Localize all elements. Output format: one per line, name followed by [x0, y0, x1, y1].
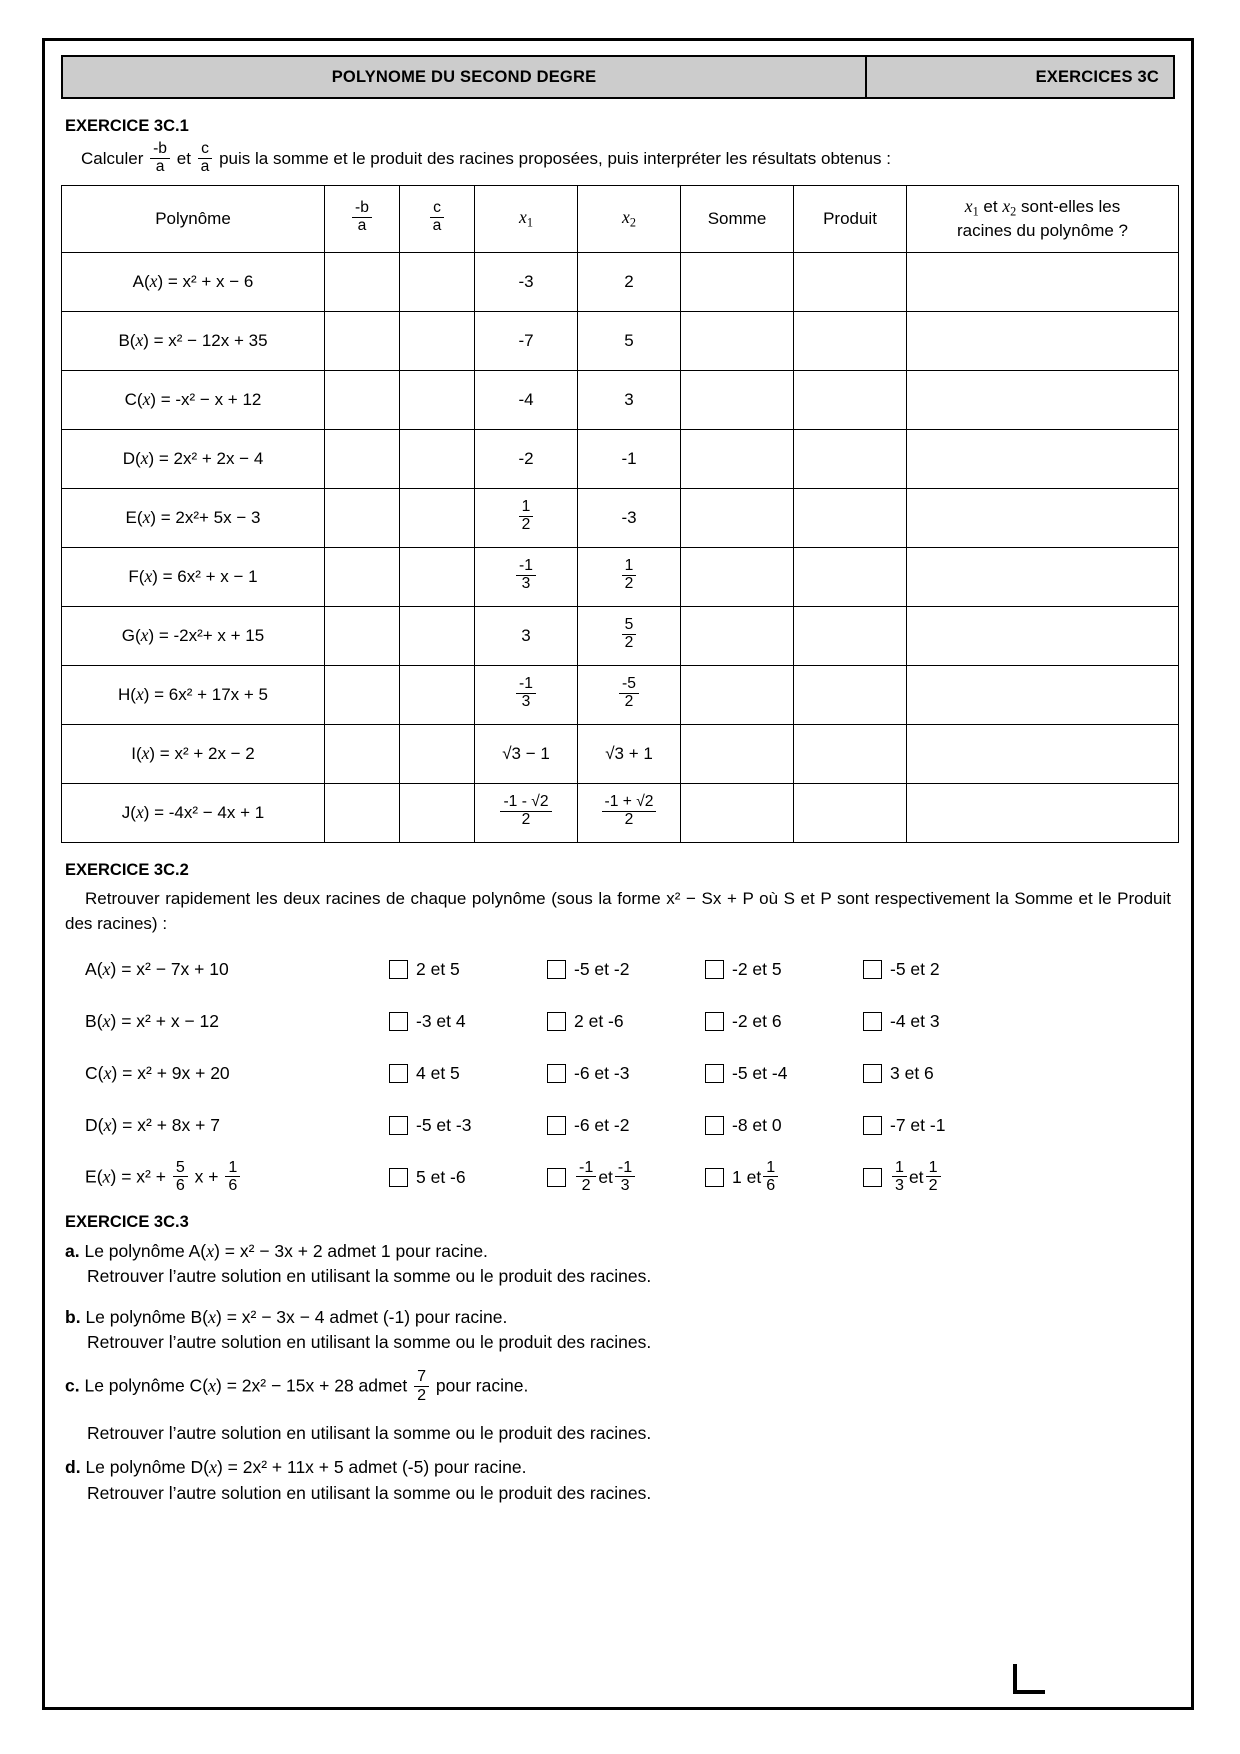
item-line-1 — [65, 1238, 1177, 1264]
fraction-numerator: 7 — [417, 1367, 427, 1386]
checkbox-icon[interactable] — [389, 960, 408, 979]
poly-name: B — [118, 331, 130, 351]
qcm-option[interactable] — [705, 1115, 863, 1136]
fraction-denominator: 3 — [892, 1176, 907, 1194]
column-header-polynome: Polynôme — [62, 185, 325, 252]
cell-x1: -2 — [475, 429, 578, 488]
qcm-option-label: -5 et -3 — [416, 1115, 472, 1136]
qcm-option-label: -2 et 5 — [732, 959, 782, 980]
cell-minus-b-over-a[interactable] — [325, 783, 400, 842]
item-line-1 — [65, 1369, 1177, 1405]
cell-produit[interactable] — [794, 547, 907, 606]
column-header-x1 — [475, 185, 578, 252]
variable-symbol: x — [208, 1457, 217, 1478]
header-title: POLYNOME DU SECOND DEGRE — [331, 67, 597, 86]
cell-x1: √3 − 1 — [475, 724, 578, 783]
fraction-numerator: c — [201, 140, 209, 157]
cell-c-over-a[interactable] — [400, 429, 475, 488]
poly-expression: = -4x² − 4x + 1 — [154, 803, 265, 823]
cell-minus-b-over-a[interactable] — [325, 311, 400, 370]
checkbox-icon[interactable] — [863, 1064, 882, 1083]
poly-name: I — [131, 744, 136, 764]
cell-x2: 2 — [578, 252, 681, 311]
checkbox-icon[interactable] — [389, 1116, 408, 1135]
exercise-1-title: EXERCICE 3C.1 — [65, 117, 189, 135]
cell-c-over-a[interactable] — [400, 311, 475, 370]
qcm-option[interactable] — [705, 1063, 863, 1084]
cell-minus-b-over-a[interactable] — [325, 724, 400, 783]
checkbox-icon[interactable] — [705, 960, 724, 979]
page-header — [61, 55, 1175, 99]
table-row — [62, 783, 1179, 842]
cell-answer[interactable] — [907, 252, 1179, 311]
cell-somme[interactable] — [681, 488, 794, 547]
fraction-numerator: -1 — [519, 675, 533, 693]
poly-expression: = 6x² + x − 1 — [162, 567, 258, 587]
cell-polynomial: C(x) = -x² − x + 12 — [62, 370, 325, 429]
fraction-numerator: -5 — [622, 675, 636, 693]
checkbox-icon[interactable] — [389, 1012, 408, 1031]
exercise-3-list — [65, 1238, 1177, 1506]
item-text-post: ) = x² − 3x + 2 admet 1 pour racine. — [214, 1240, 488, 1261]
qcm-option-label: 2 et -6 — [574, 1011, 624, 1032]
qcm-option-label: -2 et 6 — [732, 1011, 782, 1032]
table-row — [62, 488, 1179, 547]
variable-symbol: x — [208, 1306, 217, 1327]
item-line-2: Retrouver l’autre solution en utilisant la somme ou le produit des racines. — [87, 1482, 652, 1503]
column-header-c-over-a — [400, 185, 475, 252]
cell-produit[interactable] — [794, 724, 907, 783]
poly-name: A — [132, 272, 144, 292]
fraction-denominator: 2 — [619, 693, 639, 711]
item-text-post: ) = x² − 3x − 4 admet (-1) pour racine. — [216, 1306, 508, 1327]
checkbox-icon[interactable] — [389, 1168, 408, 1187]
fraction-denominator: 2 — [622, 634, 637, 652]
cell-c-over-a[interactable] — [400, 252, 475, 311]
item-line-2: Retrouver l’autre solution en utilisant la somme ou le produit des racines. — [87, 1331, 652, 1352]
fraction-denominator: a — [198, 158, 213, 176]
table-row — [62, 606, 1179, 665]
cell-somme[interactable] — [681, 665, 794, 724]
x2-subscript: 2 — [1010, 204, 1017, 219]
poly-name: B — [85, 1011, 97, 1032]
poly-expression: = x² + x − 6 — [167, 272, 254, 292]
qcm-option-label: 4 et 5 — [416, 1063, 460, 1084]
qcm-polynomial: D(x) = x² + 8x + 7 — [85, 1115, 220, 1136]
cell-produit[interactable] — [794, 370, 907, 429]
poly-expression: = x² + 8x + 7 — [122, 1115, 220, 1136]
fraction-c-over-a — [198, 141, 213, 176]
cell-minus-b-over-a[interactable] — [325, 665, 400, 724]
cell-x2 — [578, 665, 681, 724]
cell-c-over-a[interactable] — [400, 665, 475, 724]
x1-symbol: x — [519, 207, 527, 228]
item-text-end: pour racine. — [435, 1375, 529, 1396]
exercise-2-title: EXERCICE 3C.2 — [65, 860, 189, 879]
cell-x2 — [578, 606, 681, 665]
poly-expression-pre: = x² + — [121, 1166, 166, 1187]
qcm-option-label: -5 et -4 — [732, 1063, 788, 1084]
cell-somme[interactable] — [681, 783, 794, 842]
checkbox-icon[interactable] — [863, 1012, 882, 1031]
cell-produit[interactable] — [794, 488, 907, 547]
qcm-option-label: -5 et -2 — [574, 959, 630, 980]
exercise-3-item-d — [65, 1454, 1177, 1506]
qcm-polynomial: B(x) = x² + x − 12 — [85, 1011, 219, 1032]
cell-x2 — [578, 783, 681, 842]
variable-symbol: x — [206, 1240, 215, 1261]
qcm-option-label: -8 et 0 — [732, 1115, 782, 1136]
item-line-1 — [65, 1304, 1177, 1330]
cell-x1: -3 — [475, 252, 578, 311]
fraction-numerator: 1 — [928, 1157, 938, 1176]
fraction-numerator: -1 — [617, 1157, 633, 1176]
poly-name: D — [85, 1115, 98, 1136]
cell-produit[interactable] — [794, 252, 907, 311]
qcm-option[interactable] — [863, 1011, 1021, 1032]
column-header-produit: Produit — [794, 185, 907, 252]
qcm-option-label: 2 et 5 — [416, 959, 460, 980]
page-corner-fold-icon — [1013, 1662, 1047, 1696]
cell-minus-b-over-a[interactable] — [325, 370, 400, 429]
question-line-1: sont-elles les — [1020, 196, 1121, 216]
qcm-option-label: -5 et 2 — [890, 959, 940, 980]
qcm-option[interactable] — [389, 1115, 547, 1136]
cell-c-over-a[interactable] — [400, 606, 475, 665]
poly-expression: = -x² − x + 12 — [160, 390, 262, 410]
qcm-option[interactable] — [547, 959, 705, 980]
poly-expression: = x² + 9x + 20 — [122, 1063, 230, 1084]
cell-x1: -7 — [475, 311, 578, 370]
poly-expression: = x² + x − 12 — [121, 1011, 219, 1032]
checkbox-icon[interactable] — [547, 1116, 566, 1135]
x1-subscript: 1 — [972, 204, 979, 219]
cell-x1 — [475, 783, 578, 842]
fraction-numerator: 1 — [624, 557, 634, 575]
poly-name: F — [128, 567, 139, 587]
cell-polynomial: F(x) = 6x² + x − 1 — [62, 547, 325, 606]
fraction-denominator: a — [430, 217, 445, 235]
poly-expression: = 6x² + 17x + 5 — [154, 685, 268, 705]
qcm-list — [59, 947, 1177, 1201]
fraction-numerator: 1 — [521, 498, 531, 516]
poly-expression: = 2x²+ 5x − 3 — [160, 508, 261, 528]
qcm-option-label: 5 et -6 — [416, 1167, 466, 1188]
cell-produit[interactable] — [794, 429, 907, 488]
cell-c-over-a[interactable] — [400, 488, 475, 547]
checkbox-icon[interactable] — [863, 960, 882, 979]
qcm-option[interactable] — [705, 1011, 863, 1032]
qcm-polynomial: A(x) = x² − 7x + 10 — [85, 959, 229, 980]
cell-polynomial: J(x) = -4x² − 4x + 1 — [62, 783, 325, 842]
fraction-numerator: 5 — [624, 616, 634, 634]
cell-answer[interactable] — [907, 547, 1179, 606]
qcm-option-label: -6 et -2 — [574, 1115, 630, 1136]
exercise-3-item-b — [65, 1304, 1177, 1356]
item-line-2: Retrouver l’autre solution en utilisant la somme ou le produit des racines. — [87, 1423, 652, 1444]
poly-name: E — [125, 508, 137, 528]
qcm-option[interactable] — [389, 1011, 547, 1032]
checkbox-icon[interactable] — [705, 1116, 724, 1135]
checkbox-icon[interactable] — [389, 1064, 408, 1083]
poly-expression: = -2x²+ x + 15 — [158, 626, 265, 646]
qcm-option-label: 1 et — [732, 1167, 762, 1188]
table-row — [62, 252, 1179, 311]
fraction-denominator: 2 — [414, 1386, 429, 1404]
table-row — [62, 665, 1179, 724]
roots-table — [61, 185, 1179, 843]
cell-somme[interactable] — [681, 370, 794, 429]
cell-polynomial: I(x) = x² + 2x − 2 — [62, 724, 325, 783]
item-label: b. — [65, 1306, 81, 1327]
cell-polynomial: A(x) = x² + x − 6 — [62, 252, 325, 311]
qcm-option-label: -6 et -3 — [574, 1063, 630, 1084]
qcm-option-label: -7 et -1 — [890, 1115, 946, 1136]
cell-minus-b-over-a[interactable] — [325, 547, 400, 606]
fraction-denominator: 3 — [516, 575, 536, 593]
qcm-row — [59, 947, 1177, 993]
cell-x2: 5 — [578, 311, 681, 370]
fraction-denominator: 6 — [225, 1176, 240, 1194]
fraction-denominator: 2 — [500, 811, 551, 829]
cell-polynomial: D(x) = 2x² + 2x − 4 — [62, 429, 325, 488]
qcm-row — [59, 999, 1177, 1045]
fraction-denominator: 6 — [763, 1176, 778, 1194]
fraction-denominator: 2 — [519, 516, 534, 534]
cell-answer[interactable] — [907, 783, 1179, 842]
item-text-pre: Le polynôme A( — [84, 1240, 207, 1261]
table-row — [62, 429, 1179, 488]
cell-x1 — [475, 665, 578, 724]
poly-name: A — [85, 959, 97, 980]
worksheet-page — [42, 38, 1194, 1710]
exercise-3-item-c — [65, 1369, 1177, 1446]
checkbox-icon[interactable] — [705, 1064, 724, 1083]
cell-polynomial: G(x) = -2x²+ x + 15 — [62, 606, 325, 665]
qcm-option[interactable] — [705, 1157, 863, 1196]
fraction-denominator: 3 — [516, 693, 536, 711]
exercise-3-item-a — [65, 1238, 1177, 1290]
item-line-1 — [65, 1454, 1177, 1480]
poly-expression: = x² − 12x + 35 — [153, 331, 268, 351]
fraction-denominator: 2 — [622, 575, 637, 593]
fraction-denominator: a — [352, 217, 372, 235]
cell-answer[interactable] — [907, 665, 1179, 724]
checkbox-icon[interactable] — [863, 1168, 882, 1187]
qcm-option[interactable] — [389, 959, 547, 980]
instruction-text-mid: et — [176, 148, 191, 168]
fraction-numerator: 1 — [228, 1157, 238, 1176]
qcm-option-conjunction: et — [598, 1167, 613, 1188]
exercise-3-title: EXERCICE 3C.3 — [65, 1212, 189, 1231]
cell-x2: 3 — [578, 370, 681, 429]
cell-minus-b-over-a[interactable] — [325, 606, 400, 665]
fraction-denominator: 2 — [602, 811, 657, 829]
exercise-1-instruction — [81, 142, 1177, 177]
checkbox-icon[interactable] — [705, 1012, 724, 1031]
cell-answer[interactable] — [907, 370, 1179, 429]
x2-symbol: x — [622, 207, 630, 228]
qcm-option[interactable] — [547, 1115, 705, 1136]
item-text-pre: Le polynôme B( — [85, 1306, 209, 1327]
table-row — [62, 370, 1179, 429]
cell-c-over-a[interactable] — [400, 783, 475, 842]
fraction-numerator: 1 — [895, 1157, 904, 1176]
cell-x2 — [578, 547, 681, 606]
instruction-text-pre: Calculer — [81, 148, 144, 168]
checkbox-icon[interactable] — [547, 1064, 566, 1083]
header-exercise-code: EXERCICES 3C — [865, 57, 1173, 97]
checkbox-icon[interactable] — [547, 1012, 566, 1031]
qcm-polynomial: C(x) = x² + 9x + 20 — [85, 1063, 230, 1084]
variable-symbol: x — [208, 1375, 217, 1396]
question-line-2: racines du polynôme ? — [956, 220, 1129, 240]
cell-x1 — [475, 488, 578, 547]
poly-name: C — [85, 1063, 98, 1084]
exercise-2-instruction: Retrouver rapidement les deux racines de chaque polynôme (sous la forme x² − Sx + P où S et P sont respectivement la Somme et le Produit des racines) : — [65, 888, 1171, 934]
fraction-denominator: 3 — [615, 1176, 635, 1194]
poly-name: H — [117, 685, 131, 705]
cell-somme[interactable] — [681, 429, 794, 488]
fraction-denominator: 2 — [576, 1176, 596, 1194]
qcm-row — [59, 1103, 1177, 1149]
cell-produit[interactable] — [794, 311, 907, 370]
cell-x2: -1 — [578, 429, 681, 488]
item-text-pre: Le polynôme D( — [85, 1457, 209, 1478]
cell-polynomial: E(x) = 2x²+ 5x − 3 — [62, 488, 325, 547]
qcm-option[interactable] — [389, 1063, 547, 1084]
item-text-post: ) = 2x² + 11x + 5 admet (-5) pour racine. — [216, 1457, 527, 1478]
table-header-row — [62, 185, 1179, 252]
fraction-denominator: 2 — [926, 1176, 941, 1194]
cell-x1 — [475, 547, 578, 606]
fraction-numerator: 5 — [175, 1157, 185, 1176]
cell-somme[interactable] — [681, 606, 794, 665]
cell-somme[interactable] — [681, 724, 794, 783]
qcm-option-label: -3 et 4 — [416, 1011, 466, 1032]
fraction-numerator: -b — [355, 199, 369, 217]
cell-answer[interactable] — [907, 724, 1179, 783]
cell-answer[interactable] — [907, 429, 1179, 488]
column-header-somme: Somme — [681, 185, 794, 252]
cell-produit[interactable] — [794, 606, 907, 665]
poly-name: G — [121, 626, 135, 646]
fraction-numerator: -1 - √2 — [503, 793, 549, 811]
x2-subscript: 2 — [629, 215, 636, 230]
qcm-option[interactable] — [863, 1063, 1021, 1084]
column-header-x2 — [578, 185, 681, 252]
cell-somme[interactable] — [681, 547, 794, 606]
checkbox-icon[interactable] — [863, 1116, 882, 1135]
table-row — [62, 547, 1179, 606]
qcm-option[interactable] — [547, 1063, 705, 1084]
checkbox-icon[interactable] — [547, 1168, 566, 1187]
poly-name: J — [121, 803, 131, 823]
item-line-2: Retrouver l’autre solution en utilisant la somme ou le produit des racines. — [87, 1266, 652, 1287]
poly-expression: = x² + 2x − 2 — [159, 744, 255, 764]
x2-symbol: x — [1002, 195, 1011, 216]
qcm-option-conjunction: et — [908, 1167, 924, 1188]
poly-expression: = x² − 7x + 10 — [121, 959, 229, 980]
checkbox-icon[interactable] — [547, 960, 566, 979]
cell-polynomial: H(x) = 6x² + 17x + 5 — [62, 665, 325, 724]
cell-produit[interactable] — [794, 783, 907, 842]
cell-answer[interactable] — [907, 311, 1179, 370]
fraction-numerator: c — [433, 199, 441, 217]
qcm-row — [59, 1051, 1177, 1097]
cell-produit[interactable] — [794, 665, 907, 724]
poly-expression-mid: x + — [194, 1166, 219, 1187]
qcm-option-label: -4 et 3 — [890, 1011, 940, 1032]
fraction-numerator: -1 — [579, 1157, 594, 1176]
fraction-numerator: 1 — [766, 1157, 776, 1176]
cell-somme[interactable] — [681, 252, 794, 311]
cell-minus-b-over-a[interactable] — [325, 252, 400, 311]
fraction-denominator: a — [150, 158, 170, 176]
cell-x1: 3 — [475, 606, 578, 665]
conjunction: et — [983, 196, 998, 216]
column-header-minus-b-over-a — [325, 185, 400, 252]
cell-x1: -4 — [475, 370, 578, 429]
fraction-numerator: -1 + √2 — [604, 793, 654, 811]
qcm-option[interactable] — [547, 1157, 705, 1196]
cell-minus-b-over-a[interactable] — [325, 429, 400, 488]
fraction-numerator: -b — [153, 140, 167, 157]
poly-name: D — [122, 449, 135, 469]
item-label: d. — [65, 1457, 81, 1478]
qcm-row — [59, 1155, 1177, 1201]
cell-c-over-a[interactable] — [400, 724, 475, 783]
qcm-option[interactable] — [863, 1115, 1021, 1136]
item-label: c. — [65, 1375, 80, 1396]
cell-answer[interactable] — [907, 606, 1179, 665]
poly-expression: = 2x² + 2x − 4 — [158, 449, 264, 469]
table-row — [62, 724, 1179, 783]
fraction-minus-b-over-a — [150, 141, 170, 176]
fraction-numerator: -1 — [519, 557, 533, 575]
qcm-option[interactable] — [863, 959, 1021, 980]
table-row — [62, 311, 1179, 370]
qcm-option[interactable] — [705, 959, 863, 980]
item-label: a. — [65, 1240, 80, 1261]
poly-name: E — [85, 1166, 97, 1187]
qcm-option-label: 3 et 6 — [890, 1063, 934, 1084]
x1-symbol: x — [964, 195, 973, 216]
poly-name: C — [124, 390, 137, 410]
cell-minus-b-over-a[interactable] — [325, 488, 400, 547]
cell-x2: √3 + 1 — [578, 724, 681, 783]
qcm-option[interactable] — [863, 1157, 1021, 1196]
cell-x2: -3 — [578, 488, 681, 547]
x1-subscript: 1 — [526, 215, 533, 230]
item-text-pre: Le polynôme C( — [84, 1375, 209, 1396]
qcm-polynomial: E(x) = x² + $\frac{5}{6}$ x + $\frac{1}{6}$ — [59, 1160, 389, 1196]
checkbox-icon[interactable] — [705, 1168, 724, 1187]
cell-polynomial: B(x) = x² − 12x + 35 — [62, 311, 325, 370]
cell-somme[interactable] — [681, 311, 794, 370]
cell-c-over-a[interactable] — [400, 370, 475, 429]
cell-answer[interactable] — [907, 488, 1179, 547]
cell-c-over-a[interactable] — [400, 547, 475, 606]
item-text-post: ) = 2x² − 15x + 28 admet — [216, 1375, 408, 1396]
qcm-option[interactable] — [547, 1011, 705, 1032]
column-header-question — [907, 185, 1179, 252]
instruction-text-post: puis la somme et le produit des racines proposées, puis interpréter les résultats obtenus : — [219, 148, 891, 168]
fraction-denominator: 6 — [173, 1176, 188, 1194]
qcm-option[interactable] — [389, 1167, 547, 1188]
